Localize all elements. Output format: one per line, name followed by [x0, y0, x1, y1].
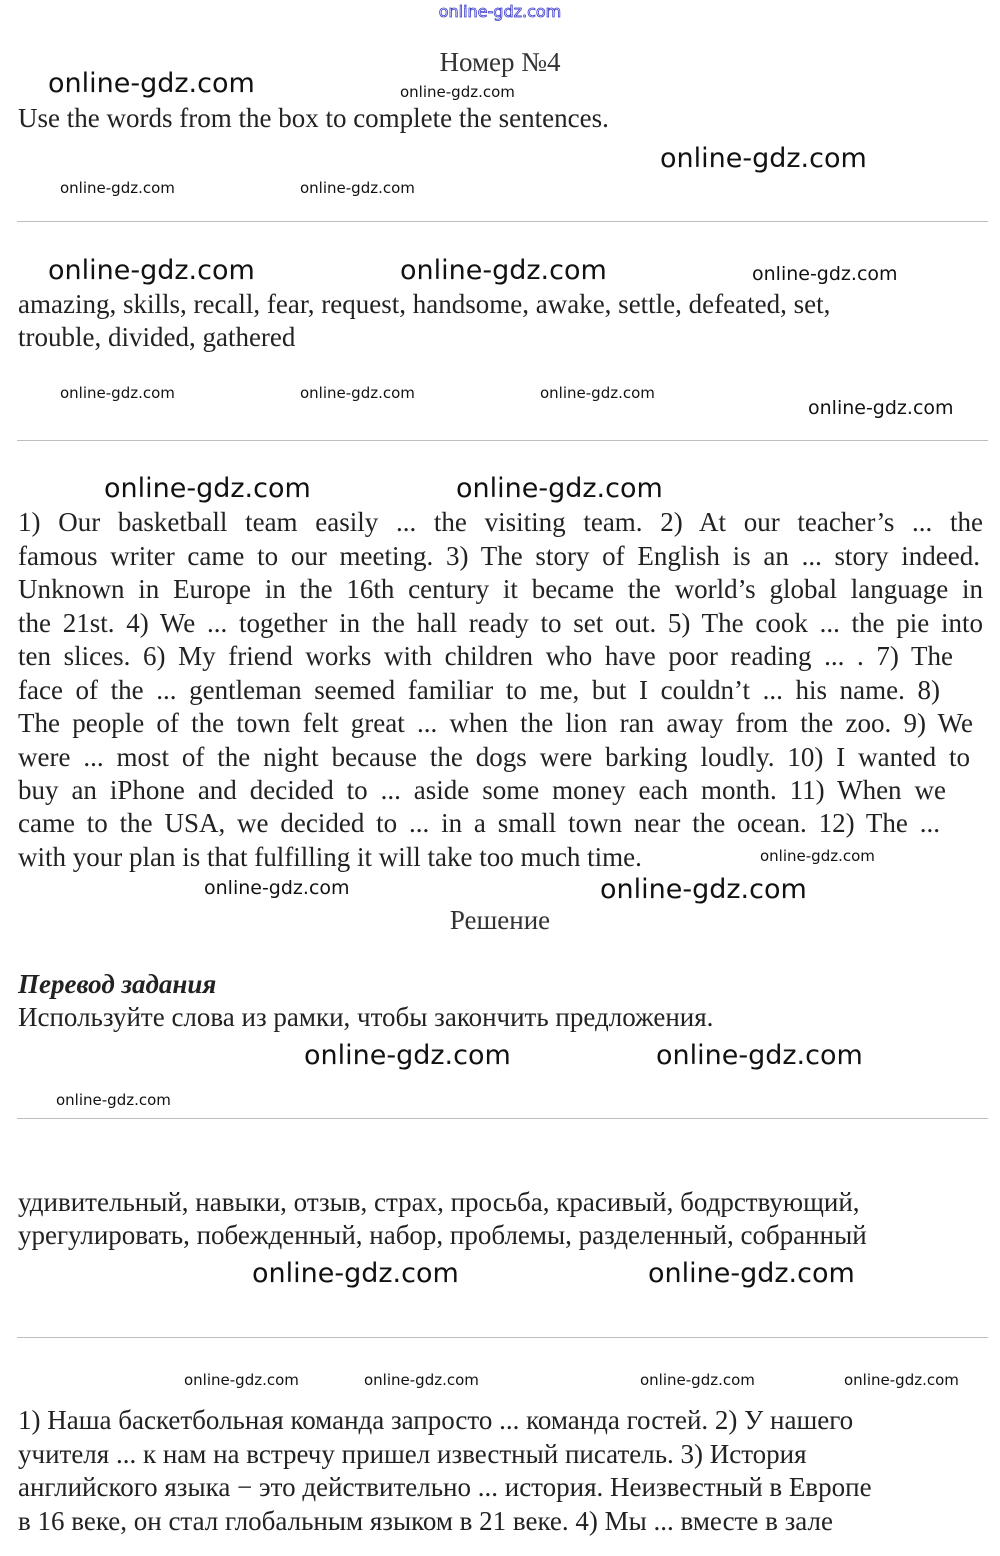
exercise-line: ten slices. 6) My friend works with children who have poor reading ... . 7) The	[18, 641, 953, 671]
watermark: online-gdz.com	[540, 384, 655, 402]
divider	[17, 1118, 988, 1119]
translation-line: учителя ... к нам на встречу пришел известный писатель. 3) История	[18, 1439, 807, 1469]
watermark: online-gdz.com	[760, 847, 875, 865]
watermark: online-gdz.com	[60, 384, 175, 402]
watermark: online-gdz.com	[648, 1258, 855, 1289]
watermark: online-gdz.com	[600, 874, 807, 905]
watermark: online-gdz.com	[300, 179, 415, 197]
watermark: online-gdz.com	[48, 68, 255, 99]
translation-words-line: удивительный, навыки, отзыв, страх, просьба, красивый, бодрствующий,	[18, 1187, 860, 1217]
watermark: online-gdz.com	[184, 1371, 299, 1389]
translation-line: в 16 веке, он стал глобальным языком в 21 веке. 4) Мы ... вместе в зале	[18, 1506, 833, 1536]
divider	[17, 440, 988, 441]
watermark: online-gdz.com	[364, 1371, 479, 1389]
translation-task: Используйте слова из рамки, чтобы закончить предложения.	[18, 1002, 714, 1032]
watermark: online-gdz.com	[48, 255, 255, 286]
watermark: online-gdz.com	[660, 143, 867, 174]
watermark: online-gdz.com	[400, 83, 515, 101]
translation-line: 1) Наша баскетбольная команда запросто ... команда гостей. 2) У нашего	[18, 1405, 854, 1435]
watermark: online-gdz.com	[808, 397, 954, 419]
watermark: online-gdz.com	[400, 255, 607, 286]
watermark: online-gdz.com	[300, 384, 415, 402]
exercise-line: The people of the town felt great ... when the lion ran away from the zoo. 9) We	[18, 708, 973, 738]
exercise-line: 1) Our basketball team easily ... the visiting team. 2) At our teacher’s ... the	[18, 507, 983, 537]
divider	[17, 1337, 988, 1338]
watermark: online-gdz.com	[56, 1091, 171, 1109]
translation-heading: Перевод задания	[18, 969, 217, 999]
watermark: online-gdz.com	[656, 1040, 863, 1071]
exercise-line: Unknown in Europe in the 16th century it became the world’s global language in	[18, 574, 983, 604]
watermark: online-gdz.com	[844, 1371, 959, 1389]
exercise-line: face of the ... gentleman seemed familiar to me, but I couldn’t ... his name. 8)	[18, 675, 940, 705]
divider	[17, 221, 988, 222]
translation-line: английского языка − это действительно ... история. Неизвестный в Европе	[18, 1472, 872, 1502]
exercise-line: buy an iPhone and decided to ... aside some money each month. 11) When we	[18, 775, 946, 805]
watermark: online-gdz.com	[640, 1371, 755, 1389]
exercise-line: came to the USA, we decided to ... in a small town near the ocean. 12) The ...	[18, 808, 940, 838]
watermark: online-gdz.com	[104, 473, 311, 504]
watermark: online-gdz.com	[204, 877, 350, 899]
exercise-line: the 21st. 4) We ... together in the hall ready to set out. 5) The cook ... the pie into	[18, 608, 983, 638]
watermark: online-gdz.com	[456, 473, 663, 504]
page-title: Номер №4	[439, 47, 561, 77]
exercise-line: famous writer came to our meeting. 3) The story of English is an ... story indeed.	[18, 541, 980, 571]
word-box-line: trouble, divided, gathered	[18, 322, 296, 352]
word-box-line: amazing, skills, recall, fear, request, handsome, awake, settle, defeated, set,	[18, 289, 831, 319]
translation-words-line: урегулировать, побежденный, набор, проблемы, разделенный, собранный	[18, 1220, 867, 1250]
task-text: Use the words from the box to complete the sentences.	[18, 103, 609, 133]
watermark: online-gdz.com	[60, 179, 175, 197]
site-link[interactable]: online-gdz.com	[438, 2, 562, 21]
solution-heading: Решение	[449, 905, 551, 935]
watermark: online-gdz.com	[304, 1040, 511, 1071]
watermark: online-gdz.com	[752, 263, 898, 285]
exercise-line: were ... most of the night because the dogs were barking loudly. 10) I wanted to	[18, 742, 970, 772]
watermark: online-gdz.com	[252, 1258, 459, 1289]
exercise-line: with your plan is that fulfilling it will take too much time.	[18, 842, 642, 872]
